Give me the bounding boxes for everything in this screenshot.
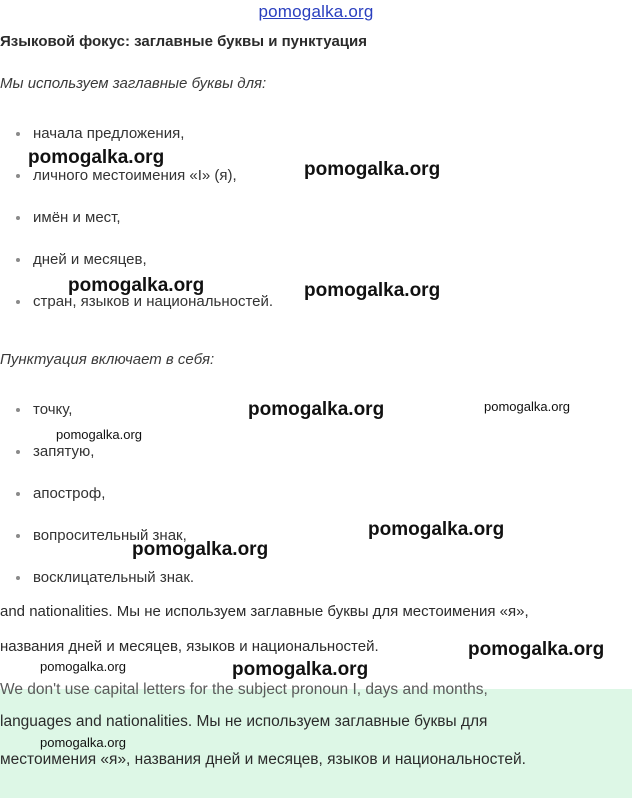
watermark: pomogalka.org: [368, 519, 505, 540]
paragraph-line-2: названия дней и месяцев, языков и национальностей.: [0, 638, 379, 655]
watermark: pomogalka.org: [68, 275, 205, 296]
watermark: pomogalka.org: [304, 280, 441, 301]
bullet-icon: [16, 132, 20, 136]
bullet-icon: [16, 534, 20, 538]
watermark: pomogalka.org: [304, 159, 441, 180]
bullet-icon: [16, 300, 20, 304]
watermark: pomogalka.org: [132, 539, 269, 560]
watermark: pomogalka.org: [40, 735, 126, 750]
bullet-icon: [16, 576, 20, 580]
paragraph-line-1: and nationalities. Мы не используем заглавные буквы для местоимения «я»,: [0, 603, 529, 620]
capitals-heading: Мы используем заглавные буквы для:: [0, 75, 267, 92]
bullet-icon: [16, 258, 20, 262]
answer-line-2: местоимения «я», названия дней и месяцев, языков и национальностей.: [0, 751, 526, 768]
bullet-icon: [16, 450, 20, 454]
bullet-icon: [16, 492, 20, 496]
bullet-icon: [16, 408, 20, 412]
watermark: pomogalka.org: [468, 639, 605, 660]
watermark: pomogalka.org: [56, 427, 142, 442]
site-header-link[interactable]: pomogalka.org: [258, 2, 374, 21]
watermark: pomogalka.org: [40, 659, 126, 674]
answer-line-0: We don't use capital letters for the subject pronoun I, days and months,: [0, 681, 488, 698]
watermark: pomogalka.org: [248, 399, 385, 420]
answer-line-1: languages and nationalities. Мы не используем заглавные буквы для: [0, 713, 488, 730]
page-title: Языковой фокус: заглавные буквы и пунктуация: [0, 33, 367, 50]
watermark: pomogalka.org: [28, 147, 165, 168]
bullet-icon: [16, 216, 20, 220]
bullet-icon: [16, 174, 20, 178]
watermark: pomogalka.org: [232, 659, 369, 680]
watermark: pomogalka.org: [484, 399, 570, 414]
punctuation-heading: Пунктуация включает в себя:: [0, 351, 215, 368]
